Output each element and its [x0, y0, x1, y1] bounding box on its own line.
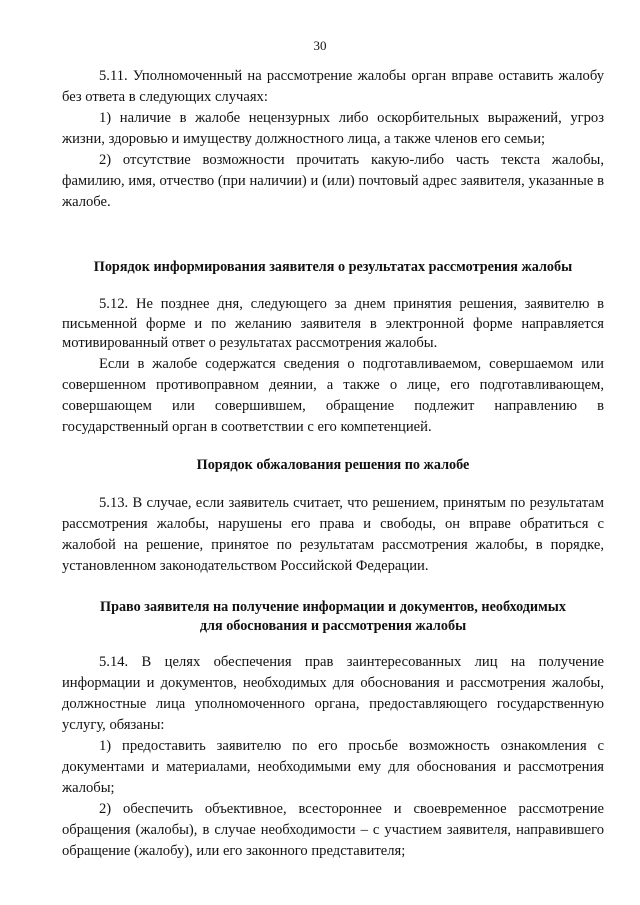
- heading-informing: Порядок информирования заявителя о результатах рассмотрения жалобы: [93, 259, 573, 275]
- heading-right-line-2: для обоснования и рассмотрения жалобы: [199, 617, 467, 634]
- paragraph-5-13: 5.13. В случае, если заявитель считает, что решением, принятым по результатам рассмотрения жалобы, нарушены его права и свободы, он вправе обратиться с жалобой на решение, принятое по результатам рассмотрения жалобы, в порядке, установленном законодательством Российской Федерации.: [62, 494, 604, 574]
- paragraph-5-14-item-2: 2) обеспечить объективное, всестороннее и своевременное рассмотрение обращения (жалобы), в случае необходимости – с участием заявителя, направившего обращение (жалобу), или его законного представителя;: [62, 800, 604, 859]
- page-content: [62, 66, 604, 862]
- paragraph-5-11-item-2: 2) отсутствие возможности прочитать какую-либо часть текста жалобы, фамилию, имя, отчество (при наличии) и (или) почтовый адрес заявителя, указанные в жалобе.: [62, 152, 604, 210]
- paragraph-5-11-item-1: 1) наличие в жалобе нецензурных либо оскорбительных выражений, угроз жизни, здоровью и имуществу должностного лица, а также членов его семьи;: [62, 110, 604, 147]
- heading-right: [62, 598, 604, 636]
- heading-right-line-1: Право заявителя на получение информации и документов, необходимых: [100, 598, 566, 615]
- paragraph-5-14-item-1: 1) предоставить заявителю по его просьбе возможность ознакомления с документами и материалами, необходимыми ему для обоснования и рассмотрения жалобы;: [62, 737, 604, 796]
- paragraph-5-14: 5.14. В целях обеспечения прав заинтересованных лиц на получение информации и документов, необходимых для обоснования и рассмотрения жалобы, должностные лица уполномоченного органа, предоставляющего государственную услугу, обязаны:: [62, 653, 604, 733]
- paragraph-5-12-2: Если в жалобе содержатся сведения о подготавливаемом, совершаемом или совершенном противоправном деянии, а также о лице, его подготавливающем, совершающем или совершившем, обращение подлежит направлению в государственный орган в соответствии с его компетенцией.: [62, 355, 604, 435]
- heading-appeal: Порядок обжалования решения по жалобе: [196, 456, 470, 473]
- paragraph-5-12: 5.12. Не позднее дня, следующего за днем принятия решения, заявителю в письменной форме и по желанию заявителя в электронной форме направляется мотивированный ответ о результатах рассмотрения жалобы.: [62, 296, 604, 351]
- paragraph-5-11: 5.11. Уполномоченный на рассмотрение жалобы орган вправе оставить жалобу без ответа в следующих случаях:: [62, 68, 604, 105]
- page-number: 30: [313, 38, 327, 53]
